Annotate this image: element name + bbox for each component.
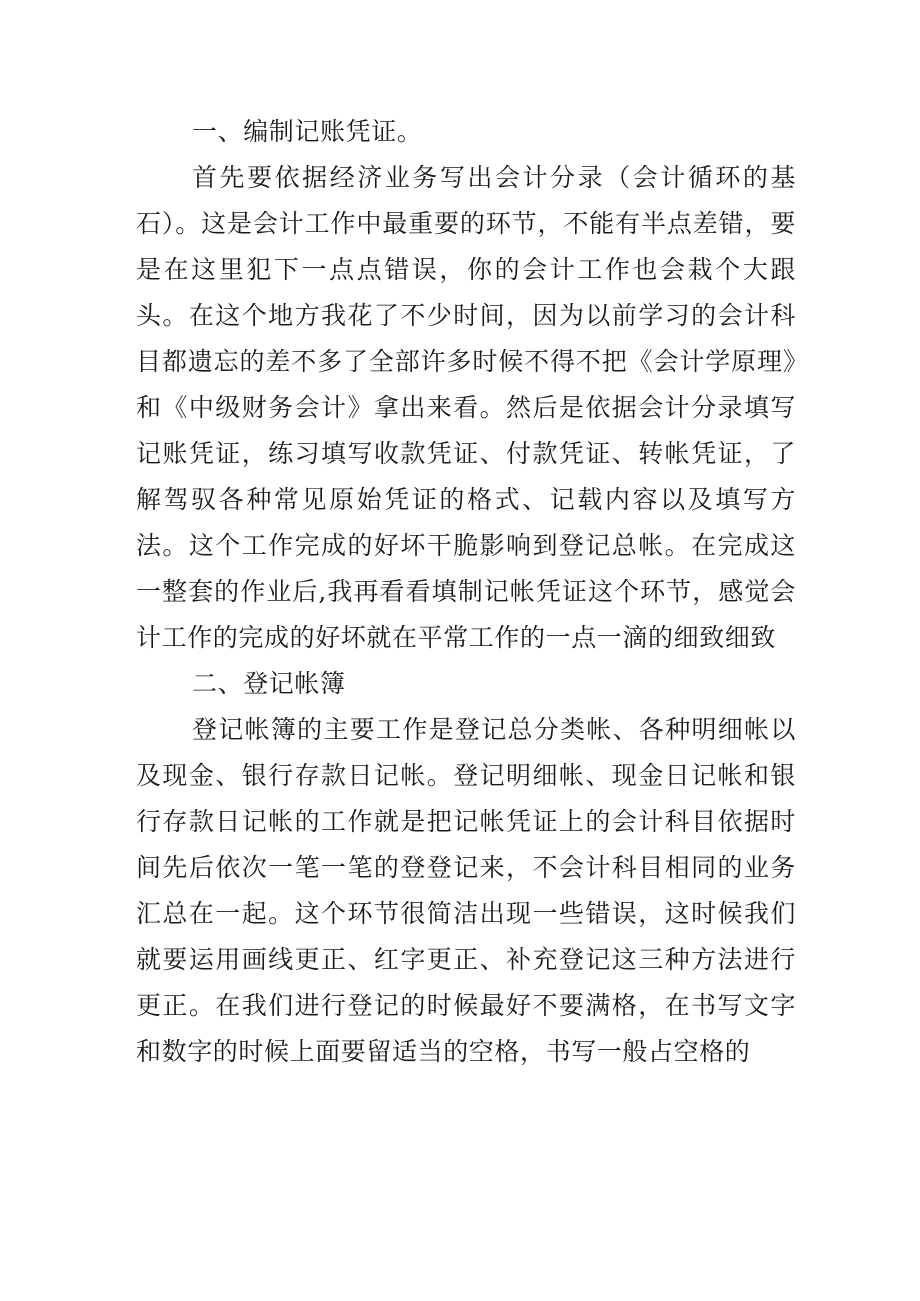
section-heading-2: 二、登记帐簿 [192,669,346,698]
section-paragraph-1: 首先要依据经济业务写出会计分录（会计循环的基石）。这是会计工作中最重要的环节，不能有半点差错，要是在这里犯下一点点错误，你的会计工作也会栽个大跟头。在这个地方我花了不少时间，因为以前学习的会计科目都遗忘的差不多了全部许多时候不得不把《会计学原理》和《中级财务会计》拿出来看。然后是依据会计分录填写记账凭证，练习填写收款凭证、付款凭证、转帐凭证，了解驾驭各种常见原始凭证的格式、记载内容以及填写方法。这个工作完成的好坏干脆影响到登记总帐。在完成这一整套的作业后,我再看看填制记帐凭证这个环节，感觉会计工作的完成的好坏就在平常工作的一点一滴的细致细致 [136,163,796,652]
document-body [136,109,796,1075]
section-heading-1: 一、编制记账凭证。 [192,117,423,146]
section-paragraph-2: 登记帐簿的主要工作是登记总分类帐、各种明细帐以及现金、银行存款日记帐。登记明细帐、现金日记帐和银行存款日记帐的工作就是把记帐凭证上的会计科目依据时间先后依次一笔一笔的登登记来，不会计科目相同的业务汇总在一起。这个环节很简洁出现一些错误，这时候我们就要运用画线更正、红字更正、补充登记这三种方法进行更正。在我们进行登记的时候最好不要满格，在书写文字和数字的时候上面要留适当的空格，书写一般占空格的 [136,715,796,1066]
